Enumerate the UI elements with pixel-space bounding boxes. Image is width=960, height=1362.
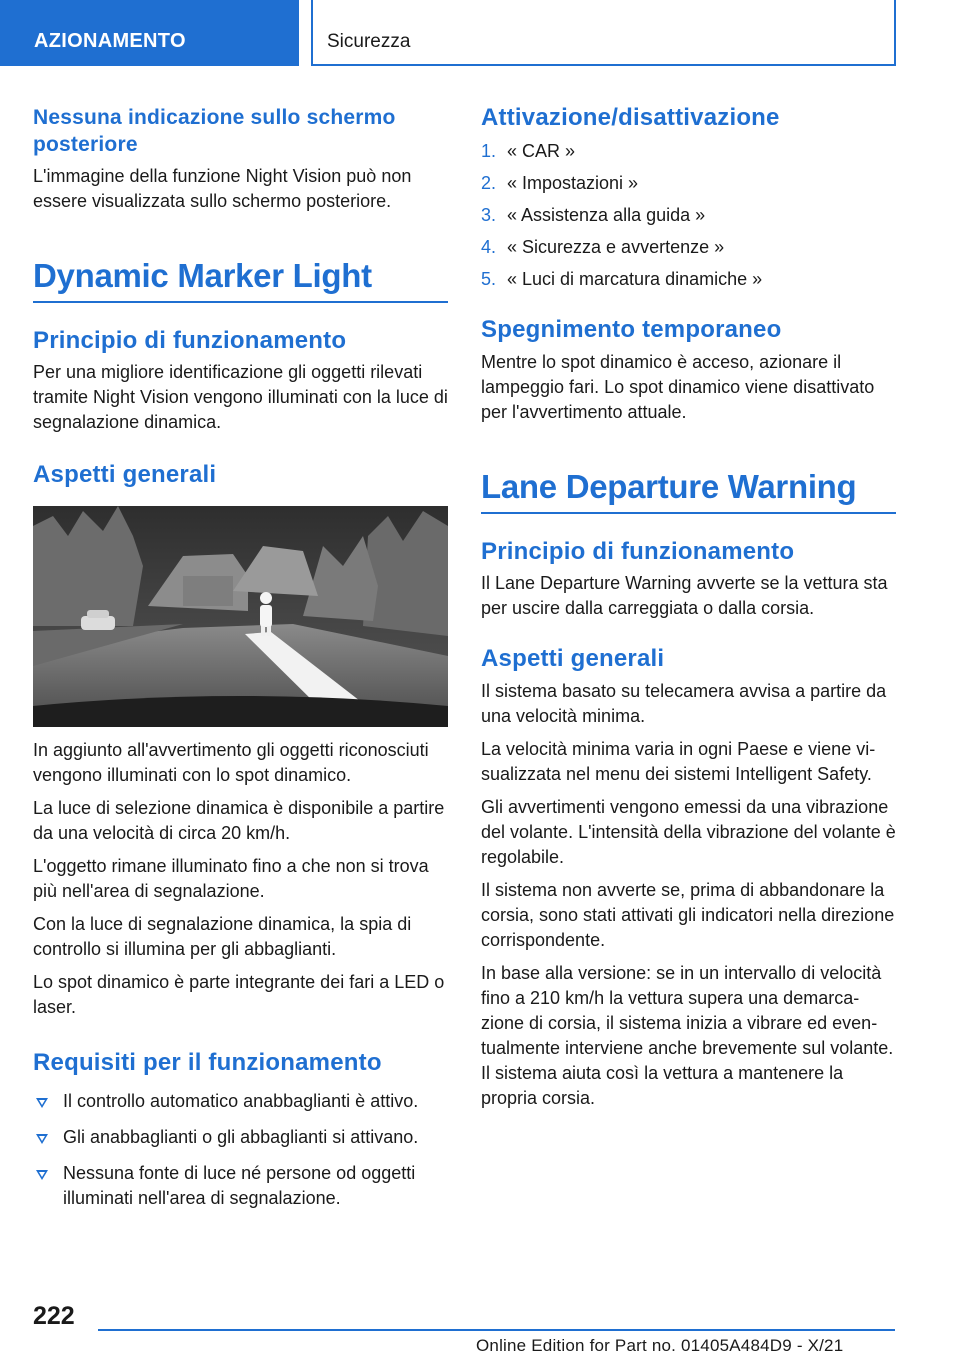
header-section-tab [0, 0, 299, 66]
list-item: Gli anabbaglianti o gli abbaglianti si attivano. [33, 1125, 448, 1150]
paragraph: La velocità minima varia in ogni Paese e viene visualizzata nel menu dei sistemi Intelligent Safety. [481, 739, 876, 784]
paragraph: Gli avvertimenti vengono emessi da una vibrazione del volante. L'intensità della vibrazione del volante è regolabile. [481, 797, 896, 867]
paragraph: In base alla versione: se in un intervallo di velocità fino a 210 km/h la vettura supera una demarcazione di corsia, il sistema inizia a vibrare ed eventualmente interviene anche brevemente sul volante. Il sistema aiuta così la vettura a mantenere la propria corsia. [481, 963, 894, 1108]
ldw-general-heading: Aspetti generali [481, 645, 665, 672]
list-item: 1. « CAR » [481, 141, 576, 161]
list-item: 3. « Assistenza alla guida » [481, 205, 706, 225]
req-heading: Requisiti per il funzionamento [33, 1049, 382, 1076]
list-item: Nessuna fonte di luce né persone od oggetti illuminati nell'area di segnalazione. [33, 1161, 448, 1211]
list-item: Il controllo automatico anabbaglianti è attivo. [33, 1089, 448, 1114]
activation-heading: Attivazione/disattivazione [481, 104, 780, 131]
nv-text: L'immagine della funzione Night Vision può non essere visualizzata sullo schermo posteriore. [33, 166, 412, 211]
principle-heading: Principio di funzionamento [33, 327, 347, 354]
dml-title: Dynamic Marker Light [33, 257, 448, 303]
principle-text: Per una migliore identificazione gli oggetti rilevati tramite Night Vision vengono illuminati con la luce di segnalazione dinamica. [33, 362, 448, 432]
paragraph: Con la luce di segnalazione dinamica, la spia di controllo si illumina per gli abbaglianti. [33, 914, 412, 959]
triangle-bullet-icon [36, 1170, 48, 1180]
nv-heading: Nessuna indicazione sullo schermo posteriore [33, 106, 396, 156]
ldw-principle-text: Il Lane Departure Warning avverte se la vettura sta per uscire dalla carreggiata o dalla corsia. [481, 573, 888, 618]
left-column [33, 98, 448, 1222]
right-column [481, 98, 896, 1111]
general-heading: Aspetti generali [33, 461, 217, 488]
steps-list [481, 139, 896, 292]
ldw-title: Lane Departure Warning [481, 468, 896, 514]
paragraph: La luce di selezione dinamica è disponibile a partire da una velocità di circa 20 km/h. [33, 798, 445, 843]
temp-heading: Spegnimento temporaneo [481, 316, 782, 343]
header-section-label: AZIONAMENTO [34, 30, 186, 52]
requirements-list [33, 1089, 448, 1211]
footer-rule [98, 1329, 895, 1331]
triangle-bullet-icon [36, 1098, 48, 1108]
paragraph: Lo spot dinamico è parte integrante dei fari a LED o laser. [33, 972, 445, 1017]
list-item: 2. « Impostazioni » [481, 173, 639, 193]
footer-edition: Online Edition for Part no. 01405A484D9 - X/21 [476, 1336, 844, 1355]
night-vision-image [33, 506, 448, 727]
paragraph: Il sistema basato su telecamera avvisa a partire da una velocità minima. [481, 681, 887, 726]
header-chapter-box [311, 0, 896, 66]
header-chapter-label: Sicurezza [327, 31, 411, 52]
temp-text: Mentre lo spot dinamico è acceso, azionare il lampeggio fari. Lo spot dinamico viene disattivato per l'avvertimento attuale. [481, 352, 875, 422]
paragraph: In aggiunto all'avvertimento gli oggetti riconosciuti vengono illuminati con lo spot dinamico. [33, 740, 429, 785]
list-item: 4. « Sicurezza e avvertenze » [481, 237, 725, 257]
list-item: 5. « Luci di marcatura dinamiche » [481, 269, 763, 289]
page-number: 222 [33, 1302, 75, 1330]
paragraph: L'oggetto rimane illuminato fino a che non si trova più nell'area di segnalazione. [33, 856, 429, 901]
triangle-bullet-icon [36, 1134, 48, 1144]
paragraph: Il sistema non avverte se, prima di abbandonare la corsia, sono stati attivati gli indicatori nella direzione corrispondente. [481, 880, 895, 950]
ldw-principle-heading: Principio di funzionamento [481, 538, 795, 565]
